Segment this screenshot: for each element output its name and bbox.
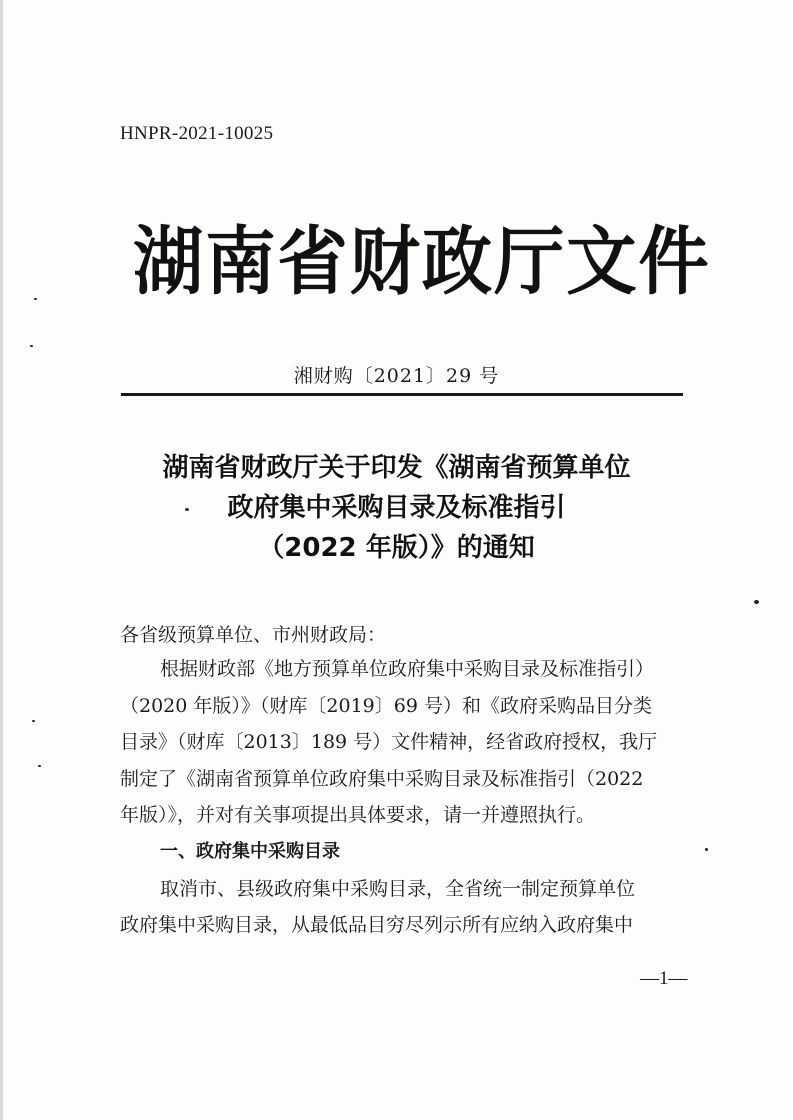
scan-speck xyxy=(38,765,41,767)
scan-speck xyxy=(34,298,37,300)
document-code: HNPR-2021-10025 xyxy=(120,123,274,144)
notice-title-line: （2022 年版）》的通知 xyxy=(258,533,535,563)
scan-speck xyxy=(705,848,708,851)
scan-speck xyxy=(754,600,759,604)
body-line: 年版）》，并对有关事项提出具体要求，请一并遵照执行。 xyxy=(120,804,596,827)
body-line: 制定了《湖南省预算单位政府集中采购目录及标准指引（2022 xyxy=(120,767,644,790)
section-heading: 一、政府集中采购目录 xyxy=(160,840,340,862)
body-line: 政府集中采购目录，从最低品目穷尽列示所有应纳入政府集中 xyxy=(120,914,634,937)
page-number: —1— xyxy=(640,968,688,989)
recipient-line: 各省级预算单位、市州财政局： xyxy=(120,624,387,646)
document-number: 湘财购〔2021〕29 号 xyxy=(293,365,500,387)
scan-speck xyxy=(32,720,35,722)
body-line: （2020 年版）》（财库〔2019〕69 号）和《政府采购品目分类 xyxy=(120,694,652,717)
document-header-title: 湖南省财政厅文件 xyxy=(133,219,711,305)
body-line: 目录》（财库〔2013〕189 号）文件精神，经省政府授权，我厅 xyxy=(120,731,658,754)
body-line: 取消市、县级政府集中采购目录，全省统一制定预算单位 xyxy=(160,877,636,900)
scan-speck xyxy=(30,345,33,347)
body-text xyxy=(120,651,690,944)
notice-title-line: 政府集中采购目录及标准指引 xyxy=(227,493,566,523)
scan-speck xyxy=(185,508,189,511)
notice-title xyxy=(0,448,793,568)
notice-title-line: 湖南省财政厅关于印发《湖南省预算单位 xyxy=(162,453,631,483)
header-divider xyxy=(121,393,683,396)
body-line: 根据财政部《地方预算单位政府集中采购目录及标准指引） xyxy=(160,658,655,680)
